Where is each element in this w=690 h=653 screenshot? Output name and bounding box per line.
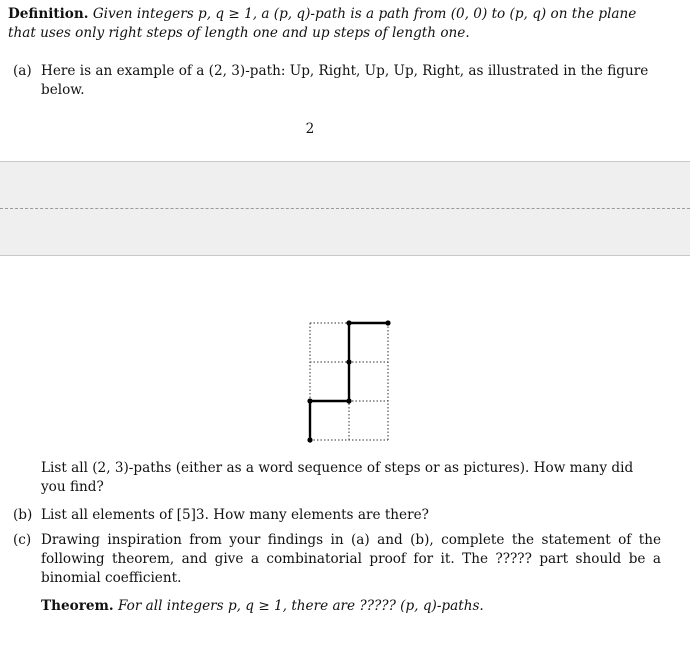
part-a-task <box>41 459 661 497</box>
path-vertex <box>307 398 312 403</box>
theorem-heading: Theorem. <box>41 598 114 614</box>
page-number: 2 <box>305 121 315 137</box>
lattice-path-svg <box>300 316 400 452</box>
theorem-text: For all integers p, q ≥ 1, there are ????? (p, q)-paths. <box>117 598 484 614</box>
part-b-label: (b) <box>13 507 33 523</box>
page-break-dashed-line <box>0 208 690 209</box>
path-vertex <box>385 320 390 325</box>
part-a-intro <box>13 62 661 137</box>
path-vertex <box>307 437 312 442</box>
part-c <box>13 531 661 588</box>
theorem <box>41 597 661 616</box>
part-c-text: Drawing inspiration from your findings in (a) and (b), complete the statement of the following theorem, and give a combinatorial proof for it. The ????? part should be a binomial coefficient. <box>41 532 661 586</box>
lattice-path-figure <box>300 316 400 452</box>
part-b <box>13 506 661 525</box>
definition-text: Given integers p, q ≥ 1, a (p, q)-path is a path from (0, 0) to (p, q) on the plane that uses only right steps of length one and up steps of length one. <box>8 6 637 41</box>
part-b-text: List all elements of [5]3. How many elements are there? <box>41 507 429 523</box>
definition-paragraph <box>8 5 668 43</box>
part-a-label: (a) <box>13 63 32 79</box>
part-a-task-text: List all (2, 3)-paths (either as a word sequence of steps or as pictures). How many did you find? <box>41 460 634 495</box>
path-vertex <box>346 320 351 325</box>
definition-heading: Definition. <box>8 6 89 22</box>
page-break <box>0 161 690 256</box>
part-c-label: (c) <box>13 532 32 548</box>
path-vertex <box>346 359 351 364</box>
path-vertex <box>346 398 351 403</box>
part-a-intro-text: Here is an example of a (2, 3)-path: Up, Right, Up, Up, Right, as illustrated in the figure below. <box>41 63 649 98</box>
